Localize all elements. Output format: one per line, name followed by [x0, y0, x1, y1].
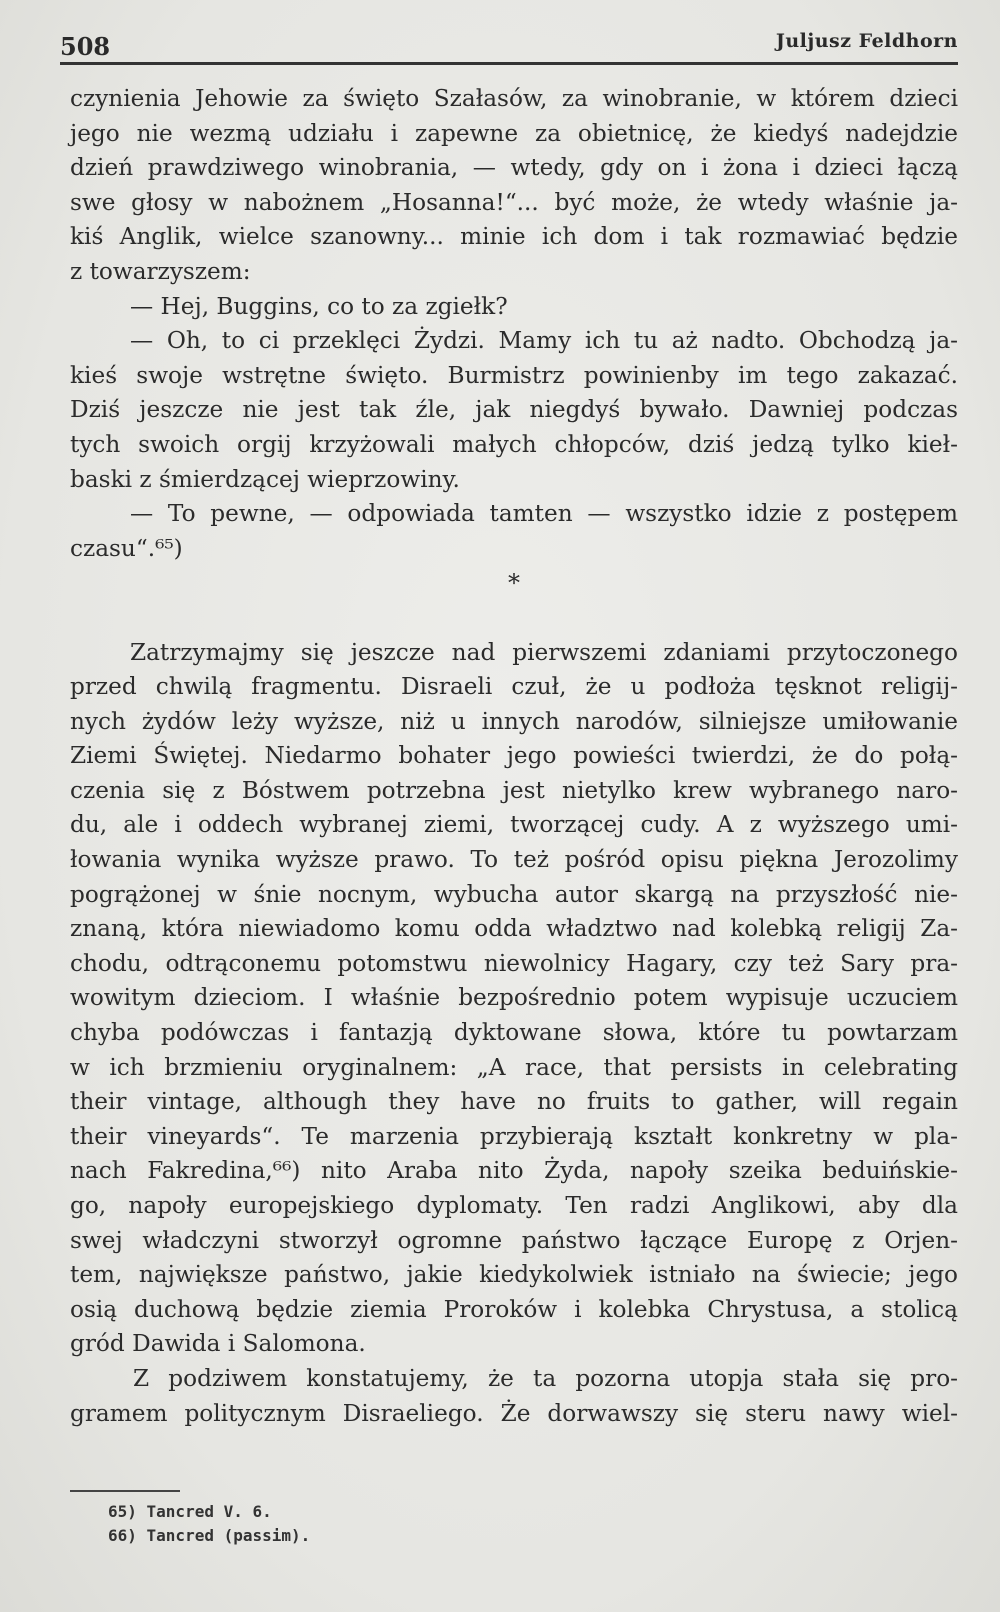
page-number: 508 — [60, 32, 111, 61]
text-line: baski z śmierdzącej wieprzowiny. — [70, 465, 460, 493]
text-line: łowania wynika wyższe prawo. To też pośród opisu piękna Jerozolimy — [70, 846, 958, 874]
dialogue-line: — Hej, Buggins, co to za zgiełk? — [130, 292, 508, 320]
text-line: czasu“.⁶⁵) — [70, 534, 183, 562]
text-line: their vineyards“. Te marzenia przybierają kształt konkretny w pla- — [70, 1122, 958, 1150]
footnote-66: 66) Tancred (passim). — [108, 1526, 311, 1545]
text-line: Dziś jeszcze nie jest tak źle, jak niegdyś bywało. Dawniej podczas — [70, 396, 958, 424]
running-title: Juljusz Feldhorn — [775, 30, 958, 52]
text-line: swe głosy w nabożnem „Hosanna!“... być może, że wtedy właśnie ja- — [70, 188, 958, 216]
page-header — [60, 22, 958, 62]
text-line: kiś Anglik, wielce szanowny... minie ich dom i tak rozmawiać będzie — [70, 223, 958, 251]
text-line: tych swoich orgij krzyżowali małych chłopców, dziś jedzą tylko kieł- — [70, 430, 958, 458]
text-line: kieś swoje wstrętne święto. Burmistrz powinienby im tego zakazać. — [70, 361, 958, 389]
text-line: nach Fakredina,⁶⁶) nito Araba nito Żyda, napoły szeika beduińskie- — [70, 1157, 958, 1185]
text-line: wowitym dzieciom. I właśnie bezpośrednio potem wypisuje uczuciem — [70, 984, 958, 1012]
section-gap — [70, 601, 958, 636]
text-line: czynienia Jehowie za święto Szałasów, za winobranie, w którem dzieci — [70, 85, 958, 112]
text-line: jego nie wezmą udziału i zapewne za obietnicę, że kiedyś nadejdzie — [70, 119, 958, 147]
footnote-rule — [70, 1490, 180, 1492]
text-line: gramem politycznym Disraeliego. Że dorwawszy się steru nawy wiel- — [70, 1399, 958, 1427]
footnote-65: 65) Tancred V. 6. — [108, 1502, 272, 1521]
text-line: chyba podówczas i fantazją dyktowane słowa, które tu powtarzam — [70, 1019, 958, 1047]
paragraph-start: Z podziwem konstatujemy, że ta pozorna utopja stała się pro- — [133, 1364, 958, 1392]
paragraph-start: Zatrzymajmy się jeszcze nad pierwszemi zdaniami przytoczonego — [130, 638, 958, 666]
text-line: z towarzyszem: — [70, 257, 251, 285]
text-line: dzień prawdziwego winobrania, — wtedy, gdy on i żona i dzieci łączą — [70, 154, 958, 182]
header-rule — [60, 62, 958, 65]
body-text — [70, 82, 958, 1431]
text-line: czenia się z Bóstwem potrzebna jest nietylko krew wybranego naro- — [70, 776, 958, 804]
footnotes — [108, 1500, 310, 1548]
text-line: Ziemi Świętej. Niedarmo bohater jego powieści twierdzi, że do połą- — [70, 742, 958, 770]
text-line: tem, największe państwo, jakie kiedykolwiek istniało na świecie; jego — [70, 1261, 958, 1289]
text-line: swej władczyni stworzył ogromne państwo łączące Europę z Orjen- — [70, 1226, 958, 1254]
text-line: osią duchową będzie ziemia Proroków i kolebka Chrystusa, a stolicą — [70, 1295, 958, 1323]
text-line: przed chwilą fragmentu. Disraeli czuł, że u podłoża tęsknot religij- — [70, 673, 958, 701]
text-line: go, napoły europejskiego dyplomaty. Ten radzi Anglikowi, aby dla — [70, 1192, 958, 1219]
text-line: their vintage, although they have no fruits to gather, will regain — [70, 1088, 958, 1116]
dialogue-line: — To pewne, — odpowiada tamten — wszystko idzie z postępem — [130, 500, 958, 528]
dialogue-line: — Oh, to ci przeklęci Żydzi. Mamy ich tu aż nadto. Obchodzą ja- — [130, 327, 958, 355]
text-line: gród Dawida i Salomona. — [70, 1330, 366, 1358]
text-line: pogrążonej w śnie nocnym, wybucha autor skargą na przyszłość nie- — [70, 880, 958, 908]
text-line: nych żydów leży wyższe, niż u innych narodów, silniejsze umiłowanie — [70, 707, 958, 735]
section-break-asterisk: * — [508, 569, 520, 598]
text-line: w ich brzmieniu oryginalnem: „A race, that persists in celebrating — [70, 1053, 958, 1081]
text-line: du, ale i oddech wybranej ziemi, tworzącej cudy. A z wyższego umi- — [70, 811, 958, 839]
text-line: chodu, odtrąconemu potomstwu niewolnicy Hagary, czy też Sary pra- — [70, 949, 958, 977]
text-line: znaną, która niewiadomo komu odda władztwo nad kolebką religij Za- — [70, 915, 958, 943]
